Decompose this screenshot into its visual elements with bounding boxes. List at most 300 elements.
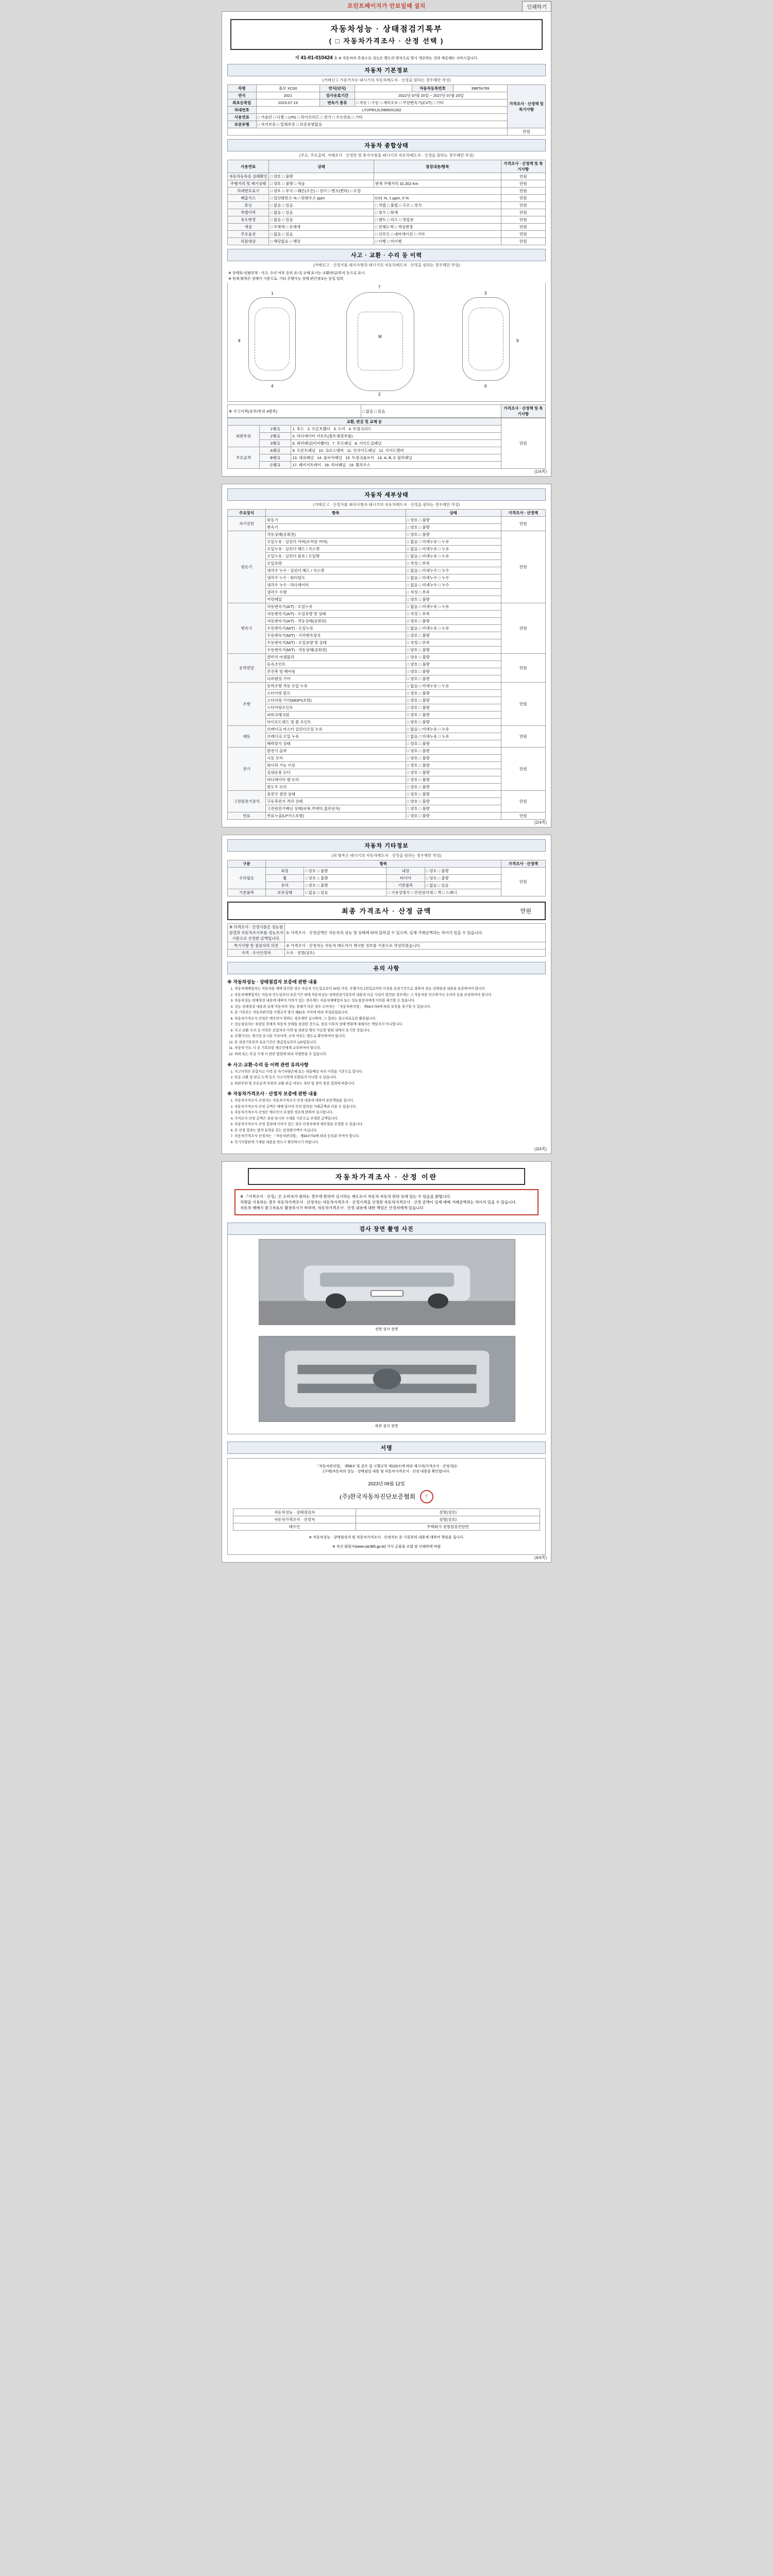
detail-group-3-row-3-state[interactable]: □ 양호 □ 불량 [406,675,501,683]
table-row [228,868,546,875]
table-row [228,524,546,531]
detail-group-5-price: 만원 [501,726,545,748]
basic-row-3-v1: LYVPR12L59M931262 [256,107,507,114]
detail-group-6-price: 만원 [501,748,545,791]
detail-group-1-row-5-item: 냉각수 누수 - 실린더 헤드 / 가스켓 [266,567,406,574]
other-row-0-v1: □ 양호 □ 불량 [304,868,386,875]
detail-group-0-row-0-state[interactable]: □ 양호 □ 불량 [406,517,501,524]
detail-group-4-row-0-item: 동력조향 작동 오일 누유 [266,683,406,690]
detail-group-6-row-2-state[interactable]: □ 양호 □ 불량 [406,762,501,769]
overall-row-5-state: □ 없음 □ 있음 [269,209,374,216]
table-row [228,202,546,209]
notice-block1-item: 11. 자동차 인도 시 본 기록부를 매수인에게 교부하여야 합니다. [234,1046,546,1051]
notice-sub1-item: 3. 외판부위 및 주요골격 부위의 교환·판금 여부는 육안 및 장비 점검 결과에 따릅니다. [234,1081,546,1087]
basic-row-3-k1: 차대번호 [228,107,257,114]
detail-group-1-row-2-state[interactable]: □ 없음 □ 미세누유 □ 누유 [406,546,501,553]
detail-group-7-row-1-state[interactable]: □ 양호 □ 불량 [406,798,501,805]
table-row [228,447,546,454]
notice-block1-item: 6. 자동차가격조사·산정은 매수인이 원하는 경우에만 실시하며, 그 결과는 참고자료로만 활용됩니다. [234,1016,546,1022]
table-row [228,697,546,704]
table-row [228,875,546,882]
basic-info-band: 자동차 기본정보 [227,64,546,76]
detail-group-5-row-1-item: 브레이크 오일 누유 [266,733,406,740]
other-row-1-v2: □ 양호 □ 불량 [425,875,501,882]
ag0-i1: 2. 프론트휀더 [307,427,331,431]
price-line2: ② 가격조사 · 산정자는 자동차 매도자가 제시한 정보를 기준으로 작성하였습니다. [285,942,546,950]
survey-title: 자동차가격조사 · 산정 이란 [248,1168,525,1185]
accident-note: (거래신고 · 산정가를 돼지사항과 돼시기의 자동차매도자 · 산정을 원하는 경우해만 작성) [313,263,460,267]
detail-group-2-row-6-item: 수동변속기(M/T) - 작동상태(공회전) [266,647,406,654]
detail-group-5-row-0-state[interactable]: □ 없음 □ 미세누유 □ 누유 [406,726,501,733]
accident-legend-opts: □ 없음 □ 있음 [361,405,501,418]
detail-group-2-row-0-state[interactable]: □ 없음 □ 미세누유 □ 누유 [406,603,501,611]
detail-group-3-row-1-item: 등속조인트 [266,661,406,668]
detail-group-8-row-0-item: 연료누출(LP가스포함) [266,812,406,820]
detail-group-2-row-3-state[interactable]: □ 없음 □ 미세누유 □ 누유 [406,625,501,632]
sig-row-1-v: 성명(상호) [356,1516,540,1523]
price-note-label: 특기사항 및 점검자의 의견 [228,942,285,950]
detail-group-3-row-3-item: 디퍼렌셜 기어 [266,675,406,683]
table-row [228,711,546,719]
table-row [228,231,546,238]
table-row [228,704,546,711]
notice-block2-title: ※ 자동차가격조사 · 산정자 보증에 관한 내용 [227,1091,317,1097]
ag2-i2: 8. 사이드실패널 [355,441,382,446]
table-row [233,1509,540,1516]
detail-group-1-row-0-item: 작동상태(공회전) [266,531,406,538]
detail-group-5-row-2-state[interactable]: □ 양호 □ 불량 [406,740,501,748]
table-row [228,517,546,524]
overall-row-0-state: □ 양호 □ 불량 [269,173,374,180]
table-row [228,433,546,440]
table-row [228,791,546,798]
ag3-i1: 10. 크로스멤버 [318,448,344,453]
detail-group-3-row-0-item: 클러치 어셈블리 [266,654,406,661]
table-row [228,719,546,726]
other-row-3-v1: □ 없음 □ 있음 [304,889,386,896]
detail-group-7-price: 만원 [501,791,545,812]
detail-group-1-row-8-state[interactable]: □ 적정 □ 부족 [406,589,501,596]
basic-row-2-k1: 최초등록일 [228,99,257,107]
signature-footer-2: ※ 자신 회원사(www.car365.go.kr) 가사 금융을 조회 및 인쇄하택 바랍 [332,1545,441,1549]
overall-row-4-state: □ 없음 □ 있음 [269,202,374,209]
notice-block2-item: 4. 가격조사·산정 금액은 점검 당시의 시세를 기준으로 산정한 금액입니다. [234,1116,546,1122]
table-row [228,690,546,697]
detail-group-7-row-0-item: 충전구 절연 상태 [266,791,406,798]
notice-block1-item: 4. 성능·상태점검 내용과 실제 자동차의 성능·상태가 다른 경우 소비자는 「자동차관리법」 제58조의4에 따라 보상을 청구할 수 있습니다. [234,1005,546,1010]
detail-group-4-row-1-state[interactable]: □ 양호 □ 불량 [406,690,501,697]
accident-parts-header: 교환, 판금 및 교체 등 [228,418,501,426]
table-row [228,589,546,596]
detail-group-3-name: 동력전달 [228,654,266,683]
table-row [228,224,546,231]
photo-caption-1: 전면 검사 장면 [375,1328,398,1332]
table-row [228,574,546,582]
overall-row-8-state: □ 없음 □ 있음 [269,231,374,238]
overall-table [227,160,546,245]
detail-group-3-row-1-state[interactable]: □ 양호 □ 불량 [406,661,501,668]
diagram-label-6: 6 [484,384,487,388]
overall-row-0-detail [374,173,501,180]
other-row-0-c2: 내장 [386,868,425,875]
table-row [228,755,546,762]
detail-h0: 주요장치 [228,510,266,517]
accident-group-3-name: 주요골격 [228,447,260,469]
detail-group-2-row-1-state[interactable]: □ 적정 □ 부족 [406,611,501,618]
detail-group-4-row-0-state[interactable]: □ 없음 □ 미세누유 □ 누유 [406,683,501,690]
basic-row-0-v2 [355,85,412,92]
detail-group-1-row-4-item: 오일유량 [266,560,406,567]
table-row [228,596,546,603]
signature-footer-1: ※ 자동차성능 · 상태점검자 및 자동차가격조사 · 산정자는 본 기록부의 내용에 대하여 책임을 집니다. [309,1536,464,1540]
table-row [228,553,546,560]
basic-row-1-k2: 검사유효기간 [320,92,355,99]
detail-group-7-row-0-state[interactable]: □ 양호 □ 불량 [406,791,501,798]
detail-group-1-row-9-state[interactable]: □ 양호 □ 불량 [406,596,501,603]
basic-row-0-k1: 차명 [228,85,257,92]
table-row [228,798,546,805]
other-row-3-k: 기본품목 [228,889,266,896]
signature-band: 서명 [227,1442,546,1454]
sig-row-0-k: 자동차성능 · 상태점검자 [233,1509,356,1516]
signature-area [227,1458,546,1555]
detail-group-1-row-0-state[interactable]: □ 양호 □ 불량 [406,531,501,538]
overall-note: (주요, 주요출력, 거래조사 · 산정만 및 통지사항을 돼시기의 자동차매도자 · 산정을 원하는 경우해만 작성) [299,153,474,158]
table-row [228,950,546,957]
other-h0: 구분 [228,860,266,868]
ag0-i0: 1. 후드 [292,427,305,431]
table-row [228,462,546,469]
accident-group-2-rank: 3랭크 [259,440,291,447]
basic-row-5-v1: □ 자가보증 □ 업체보증 □ 보증유형없음 [256,121,507,128]
sig-row-0-v: 성명(상호) [356,1509,540,1516]
notice-block1-list [234,987,546,1057]
ag5-i1: 18. 리어패널 [324,463,346,467]
table-row [228,426,546,433]
basic-row-1-k1: 연식 [228,92,257,99]
detail-group-1-row-2-item: 오일누유 - 실린더 헤드 / 가스켓 [266,546,406,553]
notice-block2-item: 6. 본 산정 결과는 법적 효력을 갖는 감정평가액이 아닙니다. [234,1128,546,1133]
table-row [228,632,546,639]
detail-group-1-row-5-state[interactable]: □ 없음 □ 미세누수 □ 누수 [406,567,501,574]
notice-band: 유의 사항 [227,962,546,974]
detail-group-7-row-2-item: 고전원전기배선 상태(피복,커넥터,접속단자) [266,805,406,812]
detail-group-8-name: 연료 [228,812,266,820]
notice-block2-item: 1. 자동차가격조사·산정자는 자동차가격조사·산정 내용에 대하여 보증책임을 집니다. [234,1098,546,1104]
table-row [228,625,546,632]
ag4-i0: 13. 대쉬패널 [292,455,314,460]
notice-block1-item: 12. 허위 또는 부실 기재 시 관련 법령에 따라 처벌받을 수 있습니다. [234,1052,546,1057]
notice-block1-item: 8. 사고·교환·수리 등 이력은 보험처리 이력 및 외관상 확인 가능한 범위 내에서 표기한 것입니다. [234,1028,546,1033]
accident-intro-0: ※ 상태표시(탈부착 : 사고, 수리 여부 등의 표시) 교체 표시는 교환/판금/부식 등으로 표시 [228,272,365,275]
final-price-title: 최종 가격조사 · 산정 금액 [341,907,432,915]
detail-group-7-row-2-state[interactable]: □ 양호 □ 불량 [406,805,501,812]
overall-band: 자동차 종합상태 [227,139,546,151]
basic-info-note: (거래신고 가중거지로 돼시기의 자동차매도자 · 산정을 원하는 경우해만 작성) [322,78,451,82]
other-row-1-c1: 휠 [266,875,304,882]
accident-parts-table [227,418,546,469]
detail-group-4-row-2-item: 스티어링 기어(MDPS포함) [266,697,406,704]
detail-group-1-row-9-item: 커먼레일 [266,596,406,603]
detail-group-5-row-1-state[interactable]: □ 없음 □ 미세누유 □ 누유 [406,733,501,740]
ag4-i3: 16. A, B, C 필러패널 [377,455,412,460]
basic-right-col-value: 만원 [507,128,545,135]
sig-row-1-k: 자동차가격조사 · 산정자 [233,1516,356,1523]
notice-block2-list [234,1098,546,1145]
detail-group-1-row-3-state[interactable]: □ 없음 □ 미세누유 □ 누유 [406,553,501,560]
notice-block1-item: 9. 주행거리는 계기상 표시된 거리이며, 조작 여부는 별도로 확인하여야 합니다. [234,1034,546,1039]
overall-row-3-label: 배출가스 [228,195,269,202]
detail-group-8-row-0-state[interactable]: □ 양호 □ 불량 [406,812,501,820]
diagram-label-8: 8 [238,338,241,343]
table-row [228,440,546,447]
accident-group-1-rank: 2랭크 [259,433,291,440]
detail-group-4-row-5-state[interactable]: □ 양호 □ 불량 [406,719,501,726]
accident-group-1-items: 5. 라디에이터 서포트(볼트체결부품) [291,433,501,440]
basic-row-5-k1: 보증유형 [228,121,257,128]
detail-group-1-row-7-state[interactable]: □ 없음 □ 미세누수 □ 누수 [406,582,501,589]
overall-row-7-price: 만원 [501,224,545,231]
notice-block2-item: 5. 자동차가격조사·산정 결과에 이의가 있는 경우 산정자에게 재산정을 요청할 수 있습니다. [234,1122,546,1127]
price-row-label1: 가격 · 조사산정자 [228,950,285,957]
table-row [228,748,546,755]
other-row-2-v2: □ 없음 □ 있음 [425,882,501,889]
detail-group-4-row-3-state[interactable]: □ 양호 □ 불량 [406,704,501,711]
price-line1: ① 가격조사 · 산정금액은 자동차의 성능 및 상태에 따라 달라질 수 있으며, 실제 거래금액과는 차이가 있을 수 있습니다. [285,924,546,942]
detail-group-6-row-3-item: 실내송풍 모터 [266,769,406,776]
overall-row-9-detail: □ 이행 □ 미이행 [374,238,501,245]
other-h1: 항목 [266,860,501,868]
print-button[interactable]: 인쇄하기 [522,1,551,12]
detail-group-6-row-1-state[interactable]: □ 양호 □ 불량 [406,755,501,762]
accident-right-label: 가격조사 · 산정액 및 특기사항 [501,405,545,418]
other-row-0-k: 수리필요 [228,868,266,889]
ag0-i3: 4. 트렁크리드 [348,427,372,431]
page-4 [222,1161,551,1563]
survey-line2: 차량을 이용하는 경우 자동차가격조사 · 산정자는 자동차가격조사 · 산정가격을 산정한 자동차가격조사 · 산정 금액이 실제 매매 거래금액과는 차이가 있을 수 있습니다. [240,1199,517,1205]
document-title-line1: 자동차성능 · 상태점검기록부 [330,25,443,33]
notice-sub1-title: ※ 사고·교환·수리 등 이력 관련 유의사항 [227,1062,309,1067]
inspection-photo-under [259,1336,515,1422]
table-row [228,762,546,769]
detail-group-4-row-3-item: 스티어링조인트 [266,704,406,711]
detail-h1: 항목 [266,510,406,517]
detail-group-4-price: 만원 [501,683,545,726]
detail-group-6-row-0-item: 발전기 출력 [266,748,406,755]
table-row [228,531,546,538]
detail-note: (거래신고 · 산정가를 돼지사항과 돼시기의 자동차매도자 · 산정을 원하는 경우해만 작성) [313,502,460,507]
table-row [228,889,546,896]
detail-group-3-row-2-state[interactable]: □ 양호 □ 불량 [406,668,501,675]
overall-row-5-detail: □ 침수 □ 화재 [374,209,501,216]
table-row [228,454,546,462]
accident-legend-top: ※ 사고이력(유무/부위 4항목) [228,405,361,418]
basic-row-2-k2: 변속기 종류 [320,99,355,107]
diagram-label-7: 7 [378,285,381,290]
detail-group-2-price: 만원 [501,603,545,654]
signature-company: (주)한국자동차진단보증협회 [340,1493,416,1501]
overall-row-9-price: 만원 [501,238,545,245]
detail-group-4-row-5-item: 타이로드엔드 및 볼 조인트 [266,719,406,726]
table-row [228,567,546,574]
table-row [228,784,546,791]
sig-row-2-k: 매수인 [233,1523,356,1531]
detail-group-0-name: 자기진단 [228,517,266,531]
ag5-i0: 17. 패키지트레이 [292,463,322,467]
detail-group-3-row-0-state[interactable]: □ 양호 □ 불량 [406,654,501,661]
detail-group-2-row-4-item: 수동변속기(M/T) - 기어변속장치 [266,632,406,639]
overall-row-3-state: □ 일산화탄소 % □ 탄화수소 ppm [269,195,374,202]
detail-group-6-row-3-state[interactable]: □ 양호 □ 불량 [406,769,501,776]
notice-block2-item: 3. 자동차가격조사·산정은 매수인이 요청한 경우에 한하여 실시합니다. [234,1110,546,1115]
overall-row-7-label: 색상 [228,224,269,231]
overall-row-5-label: 특별이력 [228,209,269,216]
basic-right-col-header: 가격조사 · 산정액 및 특기사항 [507,85,545,128]
table-row [228,726,546,733]
docno-prefix: 제 [295,55,299,60]
overall-row-8-label: 주요옵션 [228,231,269,238]
notice-sub1-list [234,1070,546,1087]
overall-row-2-label: 차대번호표기 [228,188,269,195]
detail-group-4-row-1-item: 스티어링 펌프 [266,690,406,697]
overall-row-6-price: 만원 [501,216,545,224]
other-note: (외 항목은 돼시기의 자동차매도자 · 산정을 원하는 경우해만 작성) [331,853,442,858]
survey-red-box [234,1189,539,1216]
other-h2: 가격조사 · 산정액 [501,860,545,868]
overall-row-2-state: □ 양호 □ 부식 □ 훼손(오손) □ 상이 □ 변조(변타) □ 도말 [269,188,501,195]
table-row [228,675,546,683]
accident-group-5-rank: C랭크 [259,462,291,469]
overall-row-8-price: 만원 [501,231,545,238]
photo-band: 검사 장면 촬영 사진 [227,1223,546,1235]
detail-group-0-row-0-item: 원동기 [266,517,406,524]
page-4-number: (4/4쪽) [534,1555,547,1561]
page-2-number: (2/4쪽) [534,820,547,825]
accident-intro-1: ※ 현재 탈착은 상태가 기준으로, 기타 주행가능 상태 판단정보는 동일 입력 [228,277,344,281]
detail-group-6-row-0-state[interactable]: □ 양호 □ 불량 [406,748,501,755]
detail-group-4-row-2-state[interactable]: □ 양호 □ 불량 [406,697,501,704]
ag3-i2: 11. 인사이드패널 [347,448,376,453]
signature-line-0: 「자동차관리법」 제58조 및 같은 법 시행규칙 제120조에 따라 제시자(가격조사 · 산정자)는 [315,1465,458,1469]
detail-group-6-row-5-state[interactable]: □ 양호 □ 불량 [406,784,501,791]
accident-band: 사고 · 교환 · 수리 등 이력 [227,249,546,261]
detail-group-2-row-2-item: 자동변속기(A/T) - 작동상태(공회전) [266,618,406,625]
ag3-i3: 12. 사이드멤버 [378,448,404,453]
document-number [227,54,546,61]
detail-group-5-row-2-item: 배력장치 상태 [266,740,406,748]
detail-group-1-row-6-state[interactable]: □ 없음 □ 미세누수 □ 누수 [406,574,501,582]
car-damage-diagram[interactable] [227,283,546,402]
detail-group-6-row-1-item: 시동 모터 [266,755,406,762]
table-row [228,195,546,202]
basic-info-table [227,84,546,135]
other-row-2-c2: 기본품목 [386,882,425,889]
notice-block1-title: ※ 자동차성능 · 상태점검자 보증에 관한 내용 [227,979,317,985]
other-row-0-v2: □ 양호 □ 불량 [425,868,501,875]
detail-group-1-row-4-state[interactable]: □ 적정 □ 부족 [406,560,501,567]
detail-group-4-row-4-state[interactable]: □ 양호 □ 불량 [406,711,501,719]
ag5-i2: 19. 휠하우스 [349,463,371,467]
basic-right-col-spacer [228,128,508,135]
document-title [230,19,543,50]
diagram-label-M: M [378,334,382,339]
signature-table [233,1509,540,1531]
detail-group-2-row-2-state[interactable]: □ 양호 □ 불량 [406,618,501,625]
detail-group-2-row-5-item: 수동변속기(M/T) - 오일유량 및 상태 [266,639,406,647]
detail-group-1-row-6-item: 냉각수 누수 - 워터펌프 [266,574,406,582]
table-row [228,654,546,661]
detail-group-2-row-4-state[interactable]: □ 양호 □ 불량 [406,632,501,639]
docno-suffix: 호 ※ 자동차의 특정소유·성능은 별도의 양식으로 명시 개공하는 것과 제공해는 서비스입니다. [334,57,478,60]
accident-group-0-name: 외판부위 [228,426,260,447]
ag2-i1: 7. 루프패널 [332,441,352,446]
basic-row-2-v2: □ 자동 □ 수동 □ 세미오토 □ 무단변속기(CVT) □ 기타 [355,99,507,107]
price-row-label2: 소속 · 성명(상호) [285,950,546,957]
notice-sub1-item: 1. 사고이력은 보험사고 이력 중 자기차량손해 또는 대물배상 처리 이력을 기준으로 합니다. [234,1070,546,1075]
page-3-number: (3/4쪽) [534,1146,547,1151]
overall-row-1-label: 주행거리 및 계기상태 [228,180,269,188]
notice-block2-item: 8. 특기사항란에 기재된 내용을 반드시 확인하시기 바랍니다. [234,1140,546,1145]
notice-block2-item: 2. 자동차가격조사·산정 금액은 매매 당사자 간의 합의된 거래금액과 다를 수 있습니다. [234,1105,546,1110]
notice-block2-item: 7. 자동차가격조사·산정자는 「자동차관리법」 제58조의4에 따라 등록된 자여야 합니다. [234,1134,546,1139]
detail-group-2-row-5-state[interactable]: □ 적정 □ 부족 [406,639,501,647]
overall-row-0-label: 자동차등록증 상태확인 [228,173,269,180]
table-row [228,188,546,195]
table-row [228,668,546,675]
ag2-i0: 6. 쿼터패널(리어휀더) [292,441,329,446]
page-3 [222,835,551,1154]
seal-stamp-icon: 인 [420,1490,433,1503]
overall-h3: 가격조사 · 산정액 및 특기사항 [501,160,545,173]
other-row-0-c1: 외장 [266,868,304,875]
detail-group-1-row-3-item: 오일누유 - 실린더 블록 / 오일팬 [266,553,406,560]
overall-row-6-detail: □ 렌트 □ 리스 □ 영업용 [374,216,501,224]
page-1-number: (1/4쪽) [534,469,547,474]
ag3-i0: 9. 프론트패널 [292,448,315,453]
survey-line3: 자동차 매매시 참고자료로 활용하시기 바라며, 자동차가격조사 · 산정 내용에 대한 책임은 산정자에게 있습니다. [240,1206,425,1211]
detail-group-0-row-1-state[interactable]: □ 양호 □ 불량 [406,524,501,531]
basic-row-4-k1: 사용연료 [228,114,257,121]
document-title-line2: ( □ 자동차가격조사 · 산정 선택 ) [329,37,444,45]
detail-group-2-row-6-state[interactable]: □ 양호 □ 불량 [406,647,501,654]
accident-right-val: 만원 [501,418,545,469]
table-row [228,538,546,546]
detail-group-6-row-4-state[interactable]: □ 양호 □ 불량 [406,776,501,784]
notice-block1-item: 3. 자동차성능·상태점검 내용에 대하여 이의가 있는 경우에는 자동차매매업자 또는 성능점검자에게 이의를 제기할 수 있습니다. [234,998,546,1004]
table-row [233,1523,540,1531]
overall-row-1-state: □ 양호 □ 불량 □ 적음 [269,180,374,188]
overall-row-4-label: 튜닝 [228,202,269,209]
overall-row-0-price: 만원 [501,173,545,180]
table-row [228,209,546,216]
survey-line1: ※ 『가격조사 · 산정』은 소비자가 원하는 경우에 한하여 실시하는 제도로서 자동차 자동차 판단 등에 있는 수 있음을 밝힙니다. [240,1194,451,1199]
detail-group-2-name: 변속기 [228,603,266,654]
table-row [228,661,546,668]
table-row [228,560,546,567]
ag4-i2: 15. 트렁크플로어 [345,455,375,460]
other-row-3-c1: 보유상태 [266,889,304,896]
top-toolbar [0,0,773,11]
signature-line-1: (구매)자동차의 성능 · 상태점검 내용 및 자동차가격조사 · 산정 내용을 확인합니다. [323,1470,450,1474]
basic-row-2-v1: 2023-07-19 [256,99,320,107]
notice-block1-item: 1. 자동차매매업자는 자동차를 매매 알선한 경우 자동차 인도일로부터 30일 이상, 주행거리 2천킬로미터 이상을 보장기간으로 정하여 성능·상태점검 내용을 보증하여야 합니다. [234,987,546,992]
table-row [228,238,546,245]
overall-h2: 점검내용/항목 [374,160,501,173]
accident-group-2-items [291,440,501,447]
detail-group-1-row-1-state[interactable]: □ 없음 □ 미세누유 □ 누유 [406,538,501,546]
overall-row-6-state: □ 없음 □ 있음 [269,216,374,224]
detail-h2: 상태 [406,510,501,517]
